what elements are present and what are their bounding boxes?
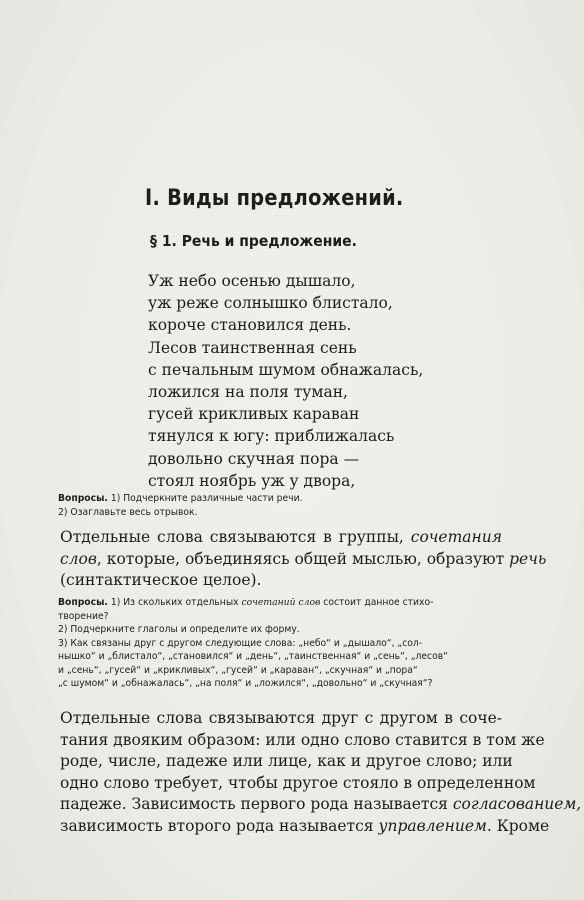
question-2: 2) Подчеркните глаголы и определите их форму. [58,624,300,635]
questions-block-1 [58,492,490,519]
term-word-combinations: сочетания [410,528,502,546]
section-title: § 1. Речь и предложение. [150,232,357,250]
poem-line: довольно скучная пора — [148,449,360,468]
term-speech: речь [509,549,547,568]
poem-line: стоял ноябрь уж у двора, [148,471,356,490]
text-span: , которые, объединяясь общей мыслью, образуют [96,549,510,568]
text-span: 1) Из скольких отдельных [107,597,242,608]
poem-line: Уж небо осенью дышало, [148,272,356,290]
text-span: зависимость второго рода называется [60,816,379,835]
questions-block-2 [58,596,496,691]
text-span: Отдельные слова связываются в группы, [60,528,411,546]
term-agreement: согласованием, [452,795,582,814]
text-span: состоит данное стихо- [320,597,434,608]
text-line: творение? [58,610,109,622]
paragraph-agreement [60,708,582,838]
question-3-cont: нышко“ и „блистало“, „становился“ и „день“, „таинственная“ и „сень“, „лесов“ [58,651,448,662]
poem-line: уж реже солнышко блистало, [148,294,393,313]
term-word-combinations: сочетаний слов [241,597,321,608]
poem-line: тянулся к югу: приближалась [148,427,395,446]
poem-line: с печальным шумом обнажалась, [148,360,424,379]
poem-line: Лесов таинственная сень [148,338,357,357]
text-line: роде, числе, падеже или лице, как и другое слово; или [60,752,513,771]
poem [148,270,423,492]
poem-line: ложился на поля туман, [148,383,348,402]
poem-line: короче становился день. [148,316,352,335]
question-2: 2) Озаглавьте весь отрывок. [58,506,198,518]
questions-label: Вопросы. [58,597,108,608]
question-3-cont: „с шумом“ и „обнажалась“, „на поля“ и „ложился“, „довольно“ и „скучная“? [58,678,433,689]
term-words: слов [60,549,97,568]
text-line: (синтактическое целое). [60,571,262,590]
text-line: тания двояким образом: или одно слово ставится в том же [60,730,545,749]
question-1: 1) Подчеркните различные части речи. [107,493,303,504]
text-line: Отдельные слова связываются друг с другом в соче- [60,709,502,727]
text-span: Кроме [491,816,550,835]
question-3-cont: и „сень“, „гусей“ и „крикливых“, „гусей“ и „караван“, „скучная“ и „пора“ [58,664,418,676]
chapter-title: I. Виды предложений. [145,186,404,211]
term-government: управлением. [378,816,492,835]
text-line: одно слово требует, чтобы другое стояло в определенном [60,773,536,792]
poem-line: гусей крикливых караван [148,405,360,424]
paragraph-speech [60,527,547,592]
questions-label: Вопросы. [58,493,108,504]
question-3: 3) Как связаны друг с другом следующие слова: „небо“ и „дышало“, „сол- [58,637,423,649]
text-span: падеже. Зависимость первого рода называется [60,795,453,814]
